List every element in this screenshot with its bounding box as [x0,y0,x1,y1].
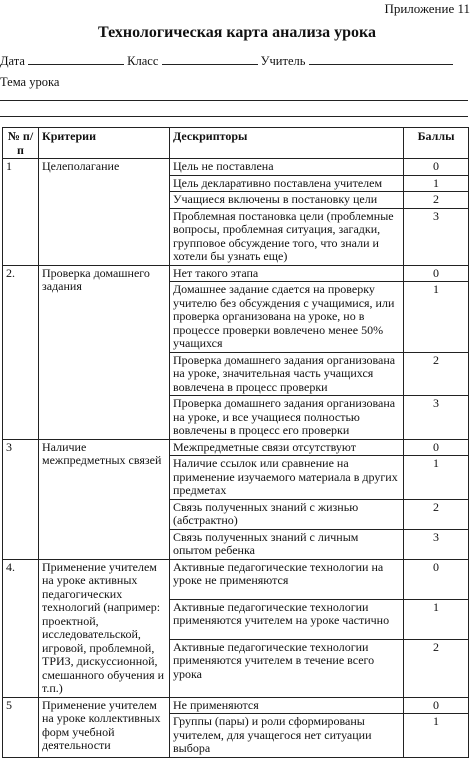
class-label: Класс [127,54,159,68]
score: 3 [404,208,469,265]
criterion-num: 5 [3,697,39,757]
header-score: Баллы [404,128,469,159]
header-criteria: Критерии [39,128,170,159]
score: 1 [404,714,469,758]
criterion-name: Применение учителем на уроке активных педагогических технологий (например: проектной, исследовательской, игровой, проблемной, ТРИЗ, дискуссионной, смешанного обучения и т.п.) [39,559,170,697]
criterion-name: Наличие межпредметных связей [39,439,170,559]
descriptor: Цель не поставлена [170,159,404,176]
score: 1 [404,456,469,500]
table-row [3,697,469,714]
criterion-num: 4. [3,559,39,697]
descriptor: Активные педагогические технологии применяются учителем на уроке частично [170,599,404,639]
topic-line-2[interactable] [0,116,468,117]
appendix-label: Приложение 11 [384,1,470,16]
criterion-num: 1 [3,159,39,266]
descriptor: Цель декларативно поставлена учителем [170,175,404,192]
descriptor: Проверка домашнего задания организована на уроке, значительная часть учащихся вовлечена в процесс проверки [170,352,404,396]
criterion-name: Целеполагание [39,159,170,266]
criterion-name: Применение учителем на уроке коллективных форм учебной деятельности [39,697,170,757]
header-num: № п/п [3,128,39,159]
date-field[interactable] [28,53,124,65]
criterion-num: 2. [3,265,39,439]
class-field[interactable] [162,53,258,65]
score: 0 [404,697,469,714]
descriptor: Группы (пары) и роли сформированы учителем, для учащегося нет ситуации выбора [170,714,404,758]
descriptor: Наличие ссылок или сравнение на применение изучаемого материала в других предметах [170,456,404,500]
score: 0 [404,159,469,176]
criterion-num: 3 [3,439,39,559]
teacher-label: Учитель [260,54,306,68]
table-row [3,559,469,599]
descriptor: Связь полученных знаний с личным опытом ребенка [170,529,404,559]
meta-line [0,53,453,69]
descriptor: Активные педагогические технологии на уроке не применяются [170,559,404,599]
descriptor: Активные педагогические технологии применяются учителем в течение всего урока [170,639,404,697]
criterion-name: Проверка домашнего задания [39,265,170,439]
descriptor: Домашнее задание сдается на проверку учителю без обсуждения с учащимися, или проверка организована на уроке, но в процессе проверки вовлечено менее 50% учащихся [170,282,404,353]
score: 2 [404,499,469,529]
topic-line-1[interactable] [0,100,468,101]
descriptor: Нет такого этапа [170,265,404,282]
date-label: Дата [0,54,25,68]
descriptor: Межпредметные связи отсутствуют [170,439,404,456]
descriptor: Проблемная постановка цели (проблемные вопросы, проблемная ситуация, загадки, групповое обсуждение того, что знали и хотели бы узнать еще) [170,208,404,265]
score: 3 [404,396,469,440]
score: 0 [404,439,469,456]
descriptor: Не применяются [170,697,404,714]
page-title: Технологическая карта анализа урока [98,24,376,41]
score: 2 [404,639,469,697]
teacher-field[interactable] [309,53,453,65]
table-row [3,159,469,176]
table-header-row [3,128,469,159]
topic-label: Тема урока [0,75,60,89]
analysis-table [2,127,469,758]
descriptor: Связь полученных знаний с жизнью (абстрактно) [170,499,404,529]
score: 2 [404,352,469,396]
score: 0 [404,559,469,599]
descriptor: Проверка домашнего задания организована на уроке, и все учащиеся полностью вовлечены в процесс его проверки [170,396,404,440]
header-descriptors: Дескрипторы [170,128,404,159]
score: 2 [404,192,469,209]
score: 3 [404,529,469,559]
score: 0 [404,265,469,282]
descriptor: Учащиеся включены в постановку цели [170,192,404,209]
score: 1 [404,599,469,639]
score: 1 [404,282,469,353]
table-row [3,439,469,456]
table-row [3,265,469,282]
score: 1 [404,175,469,192]
